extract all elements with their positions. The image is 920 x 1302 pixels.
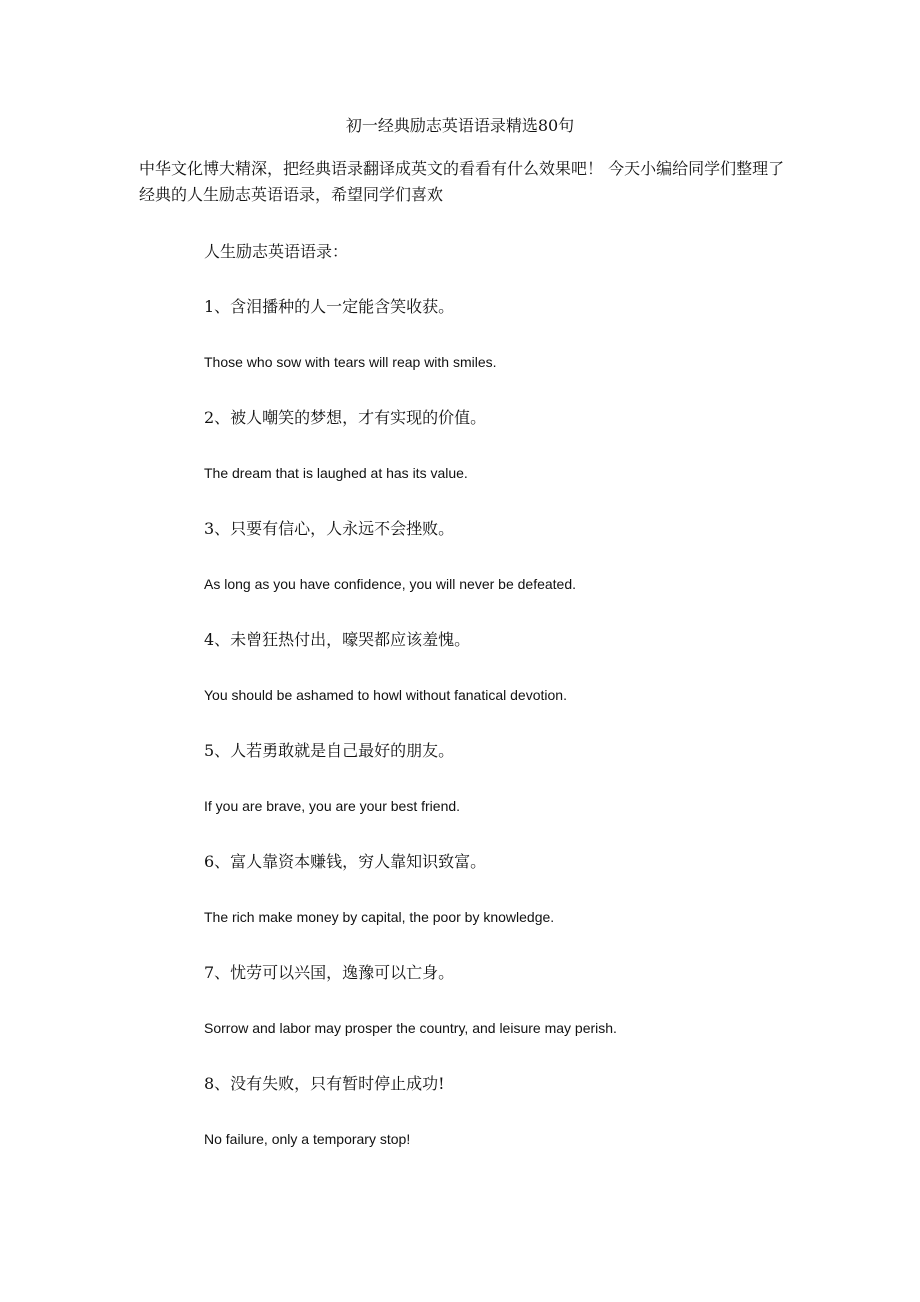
quote-item [204, 517, 824, 628]
quote-english: Sorrow and labor may prosper the country, and leisure may perish. [204, 1020, 617, 1036]
quote-chinese: 6、富人靠资本赚钱，穷人靠知识致富。 [204, 852, 487, 871]
quote-chinese: 3、只要有信心，人永远不会挫败。 [204, 519, 455, 538]
quote-chinese: 4、未曾狂热付出，嚎哭都应该羞愧。 [204, 630, 471, 649]
quote-list [204, 295, 824, 1183]
quote-english: The rich make money by capital, the poor by knowledge. [204, 909, 555, 925]
quote-chinese: 8、没有失败，只有暂时停止成功! [204, 1074, 445, 1093]
quote-chinese: 7、忧劳可以兴国，逸豫可以亡身。 [204, 963, 455, 982]
quote-item [204, 961, 824, 1072]
quote-chinese: 5、人若勇敢就是自己最好的朋友。 [204, 741, 455, 760]
quote-chinese: 2、被人嘲笑的梦想，才有实现的价值。 [204, 408, 487, 427]
quote-item [204, 628, 824, 739]
quote-item [204, 739, 824, 850]
quote-english: Those who sow with tears will reap with smiles. [204, 354, 497, 370]
quote-item [204, 1072, 824, 1183]
quote-english: The dream that is laughed at has its value. [204, 465, 468, 481]
quote-item [204, 850, 824, 961]
quote-chinese: 1、含泪播种的人一定能含笑收获。 [204, 297, 455, 316]
quote-english: If you are brave, you are your best friend. [204, 798, 461, 814]
quote-english: No failure, only a temporary stop! [204, 1131, 411, 1147]
intro-paragraph: 中华文化博大精深，把经典语录翻译成英文的看看有什么效果吧！ 今天小编给同学们整理了经典的人生励志英语语录，希望同学们喜欢 [139, 159, 785, 204]
document-title: 初一经典励志英语语录精选80句 [345, 116, 575, 135]
quote-english: You should be ashamed to howl without fanatical devotion. [204, 687, 567, 703]
quote-item [204, 406, 824, 517]
section-heading: 人生励志英语语录： [204, 242, 349, 261]
quote-item [204, 295, 824, 406]
quote-english: As long as you have confidence, you will never be defeated. [204, 576, 577, 592]
